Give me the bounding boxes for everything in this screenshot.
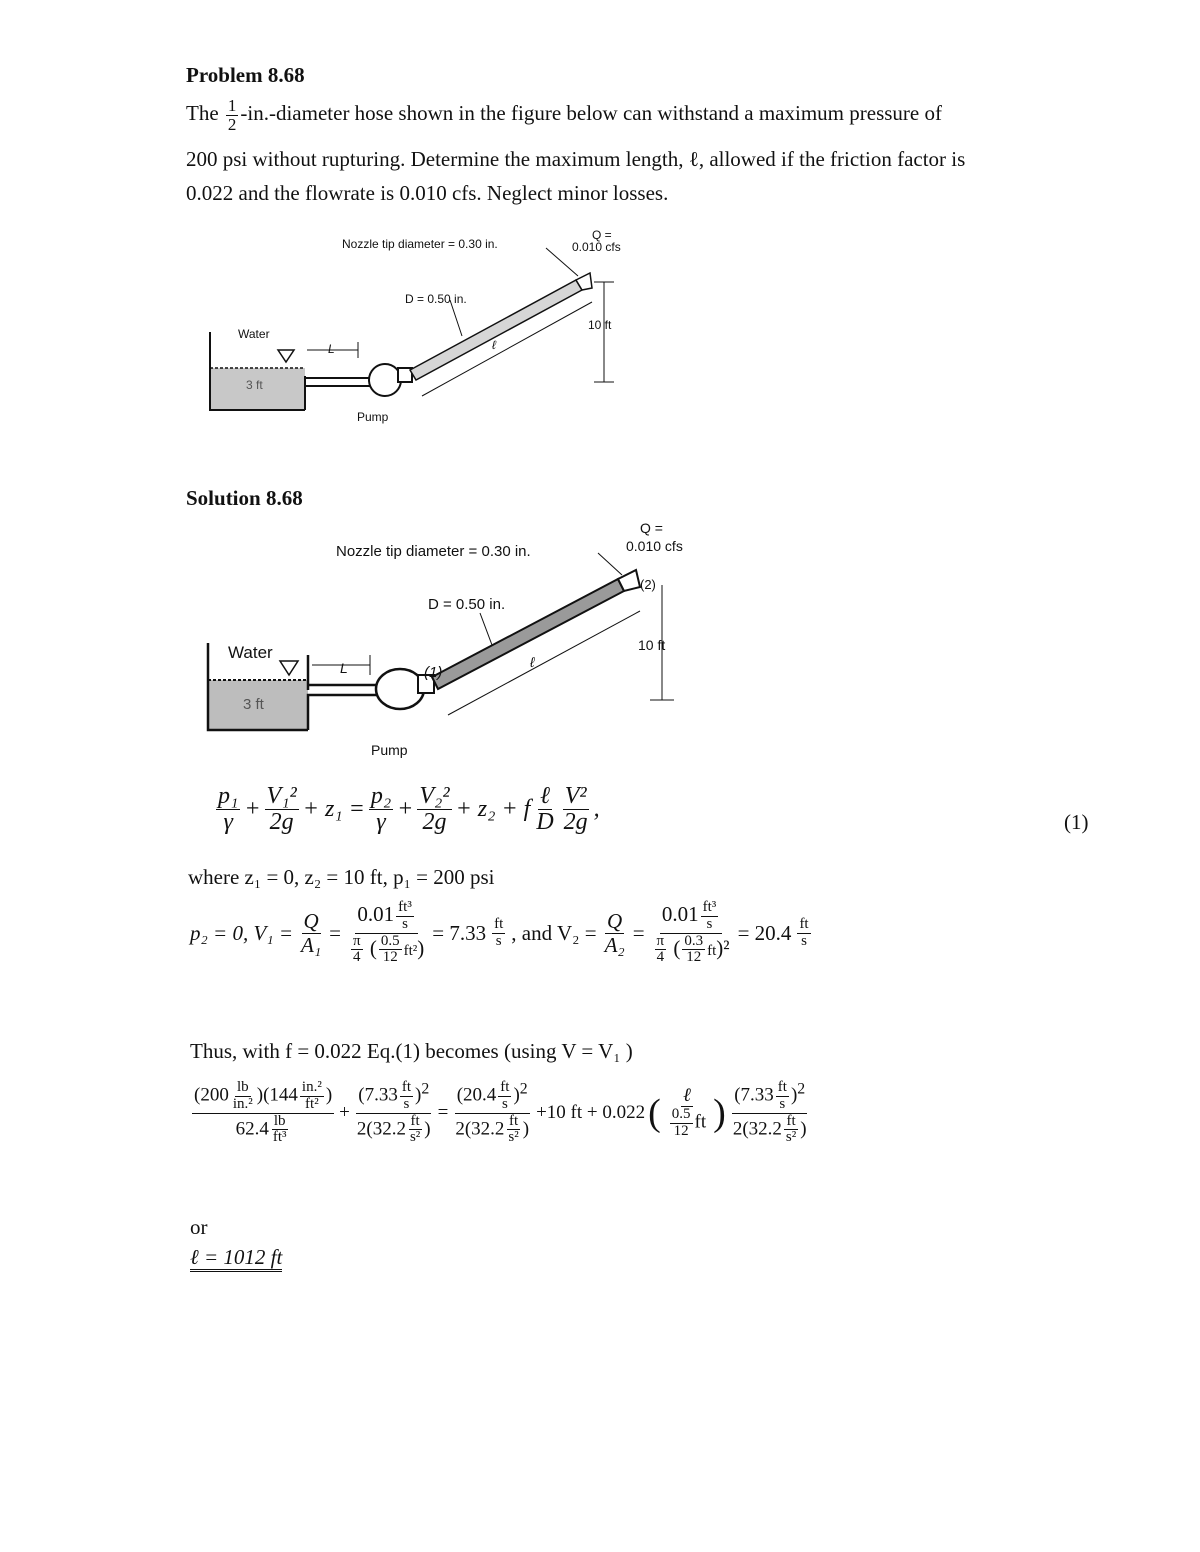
v1-lead: p₂ = 0, V₁ = [190, 920, 294, 945]
length-ratio: ℓ $\frac{0.5}{12}$ ft [671, 1085, 707, 1139]
diameter-arrow-2 [480, 613, 492, 645]
or-text: or [190, 1215, 208, 1239]
v1-result: = 7.33 [432, 920, 487, 945]
answer-value: ℓ = 1012 ft [190, 1245, 282, 1272]
free-surface-icon [278, 350, 294, 362]
pump-icon-2 [376, 669, 424, 709]
problem-heading: Problem 8.68 [186, 63, 305, 87]
q-label-top-2: Q = [640, 520, 663, 536]
water-label: Water [238, 327, 270, 341]
where-line: where z₁ = 0, z₂ = 10 ft, p₁ = 200 psi [188, 865, 495, 889]
nozzle-label-2: Nozzle tip diameter = 0.30 in. [336, 543, 531, 560]
height-label-2: 10 ft [638, 637, 666, 653]
diameter-label-2: D = 0.50 in. [428, 596, 506, 613]
frac-denominator: 2 [227, 114, 237, 134]
depth-label: 3 ft [246, 378, 263, 392]
pump-icon [369, 364, 401, 396]
and-text: , and V₂ = [511, 920, 597, 945]
substituted-equation: (200 $\frac{lb}{\text{in.²}}$ )(144 $\frac{\text{in.²}}{\text{ft²}}$ ) 62.4 $\frac{lb}{\text{ft³}}$ + (7.33 $\frac{ft}{s}$ )$^2$ 2(32.2 $\frac{ft}{\text{s²}}$ ) = (20.4 $\frac{ft}{s}$ )$^2$ 2(32.2 $\frac{ft}{\text{s²}}$ ) +10 ft + 0.022 ( ℓ $\frac{0.5}{12}$ ft ) (7.33 $\frac{ft}{s}$ )$^2$ 2(32.2 $\frac{ft}{\text{s²}}$ ) [194, 1079, 807, 1146]
problem-intro-word: The [186, 101, 219, 125]
v1-fraction: 0.01 $\frac{\text{ft³}}{s}$ $\frac{\pi}{4}$ ( $\frac{0.5}{12}$ ft²) [353, 899, 425, 966]
q-label-bottom: 0.010 cfs [572, 240, 621, 254]
depth-label-2: 3 ft [243, 696, 264, 713]
v1-head: (7.33 $\frac{ft}{s}$ )$^2$ 2(32.2 $\frac{ft}{\text{s²}}$ ) [356, 1079, 431, 1146]
friction-head: (7.33 $\frac{ft}{s}$ )$^2$ 2(32.2 $\frac{ft}{\text{s²}}$ ) [732, 1079, 807, 1146]
section1-label: (1) [424, 664, 443, 681]
half-fraction [226, 97, 239, 134]
free-surface-icon-2 [280, 661, 298, 675]
v2-result: = 20.4 [737, 920, 792, 945]
diameter-label: D = 0.50 in. [405, 292, 467, 306]
equation-number: (1) [1064, 810, 1089, 834]
problem-text [186, 96, 1146, 210]
answer [190, 1240, 282, 1274]
problem-line1: -in.-diameter hose shown in the figure below can withstand a maximum pressure of [240, 101, 942, 125]
v2-head: (20.4 $\frac{ft}{s}$ )$^2$ 2(32.2 $\frac{ft}{\text{s²}}$ ) [455, 1079, 530, 1146]
v2-fraction: 0.01 $\frac{\text{ft³}}{s}$ $\frac{\pi}{4}$ ( $\frac{0.3}{12}$ ft)² [656, 899, 730, 966]
pump-label-2: Pump [371, 742, 408, 758]
energy-equation: $\frac{\text{p₁}}{\gamma}$ + $\frac{\text{V₁²}}{2g}$ + z₁ = $\frac{\text{p₂}}{\gamma}$ + $\frac{\text{V₂²}}{2g}$ + z₂ + f $\frac{\text{ℓ}}{D}$ $\frac{\text{V²}}{2g}$ , [218, 783, 600, 836]
frac-numerator: 1 [227, 95, 237, 115]
velocity-line: p₂ = 0, V₁ = $\frac{Q}{\text{A₁}}$ = 0.01 $\frac{\text{ft³}}{s}$ $\frac{\pi}{4}$ ( $\frac{0.5}{12}$ ft²) = 7.33 $\frac{ft}{s}$ , and V₂ = $\frac{Q}{\text{A₂}}$ = 0.01 $\frac{\text{ft³}}{s}$ $\frac{\pi}{4}$ ( $\frac{0.3}{12}$ ft)² = 20.4 $\frac{ft}{s}$ [190, 899, 809, 966]
problem-line2: 200 psi without rupturing. Determine the maximum length, ℓ, allowed if the friction factor is [186, 146, 966, 171]
problem-line3: 0.022 and the flowrate is 0.010 cfs. Neglect minor losses. [186, 180, 669, 205]
nozzle-label: Nozzle tip diameter = 0.30 in. [342, 237, 498, 251]
pump-label: Pump [357, 410, 389, 424]
q-label-top: Q = [592, 228, 612, 242]
suction-pipe [305, 386, 370, 410]
section2-label: (2) [640, 577, 656, 592]
ell-label-2: ℓ [530, 654, 535, 670]
z-term: +10 ft + 0.022 [536, 1102, 646, 1123]
solution-heading: Solution 8.68 [186, 486, 303, 510]
ell-label: ℓ [492, 338, 496, 352]
water-label-2: Water [228, 643, 273, 662]
height-label: 10 ft [588, 318, 612, 332]
pressure-head: (200 $\frac{lb}{\text{in.²}}$ )(144 $\frac{\text{in.²}}{\text{ft²}}$ ) 62.4 $\frac{lb}{\text{ft³}}$ [194, 1079, 333, 1146]
L-label-2: L [340, 660, 348, 676]
nozzle-arrow-2 [598, 553, 622, 575]
q-label-bottom-2: 0.010 cfs [626, 538, 683, 554]
thus-line: Thus, with f = 0.022 Eq.(1) becomes (using V = V₁ ) [190, 1039, 633, 1063]
L-label: L [328, 342, 335, 356]
